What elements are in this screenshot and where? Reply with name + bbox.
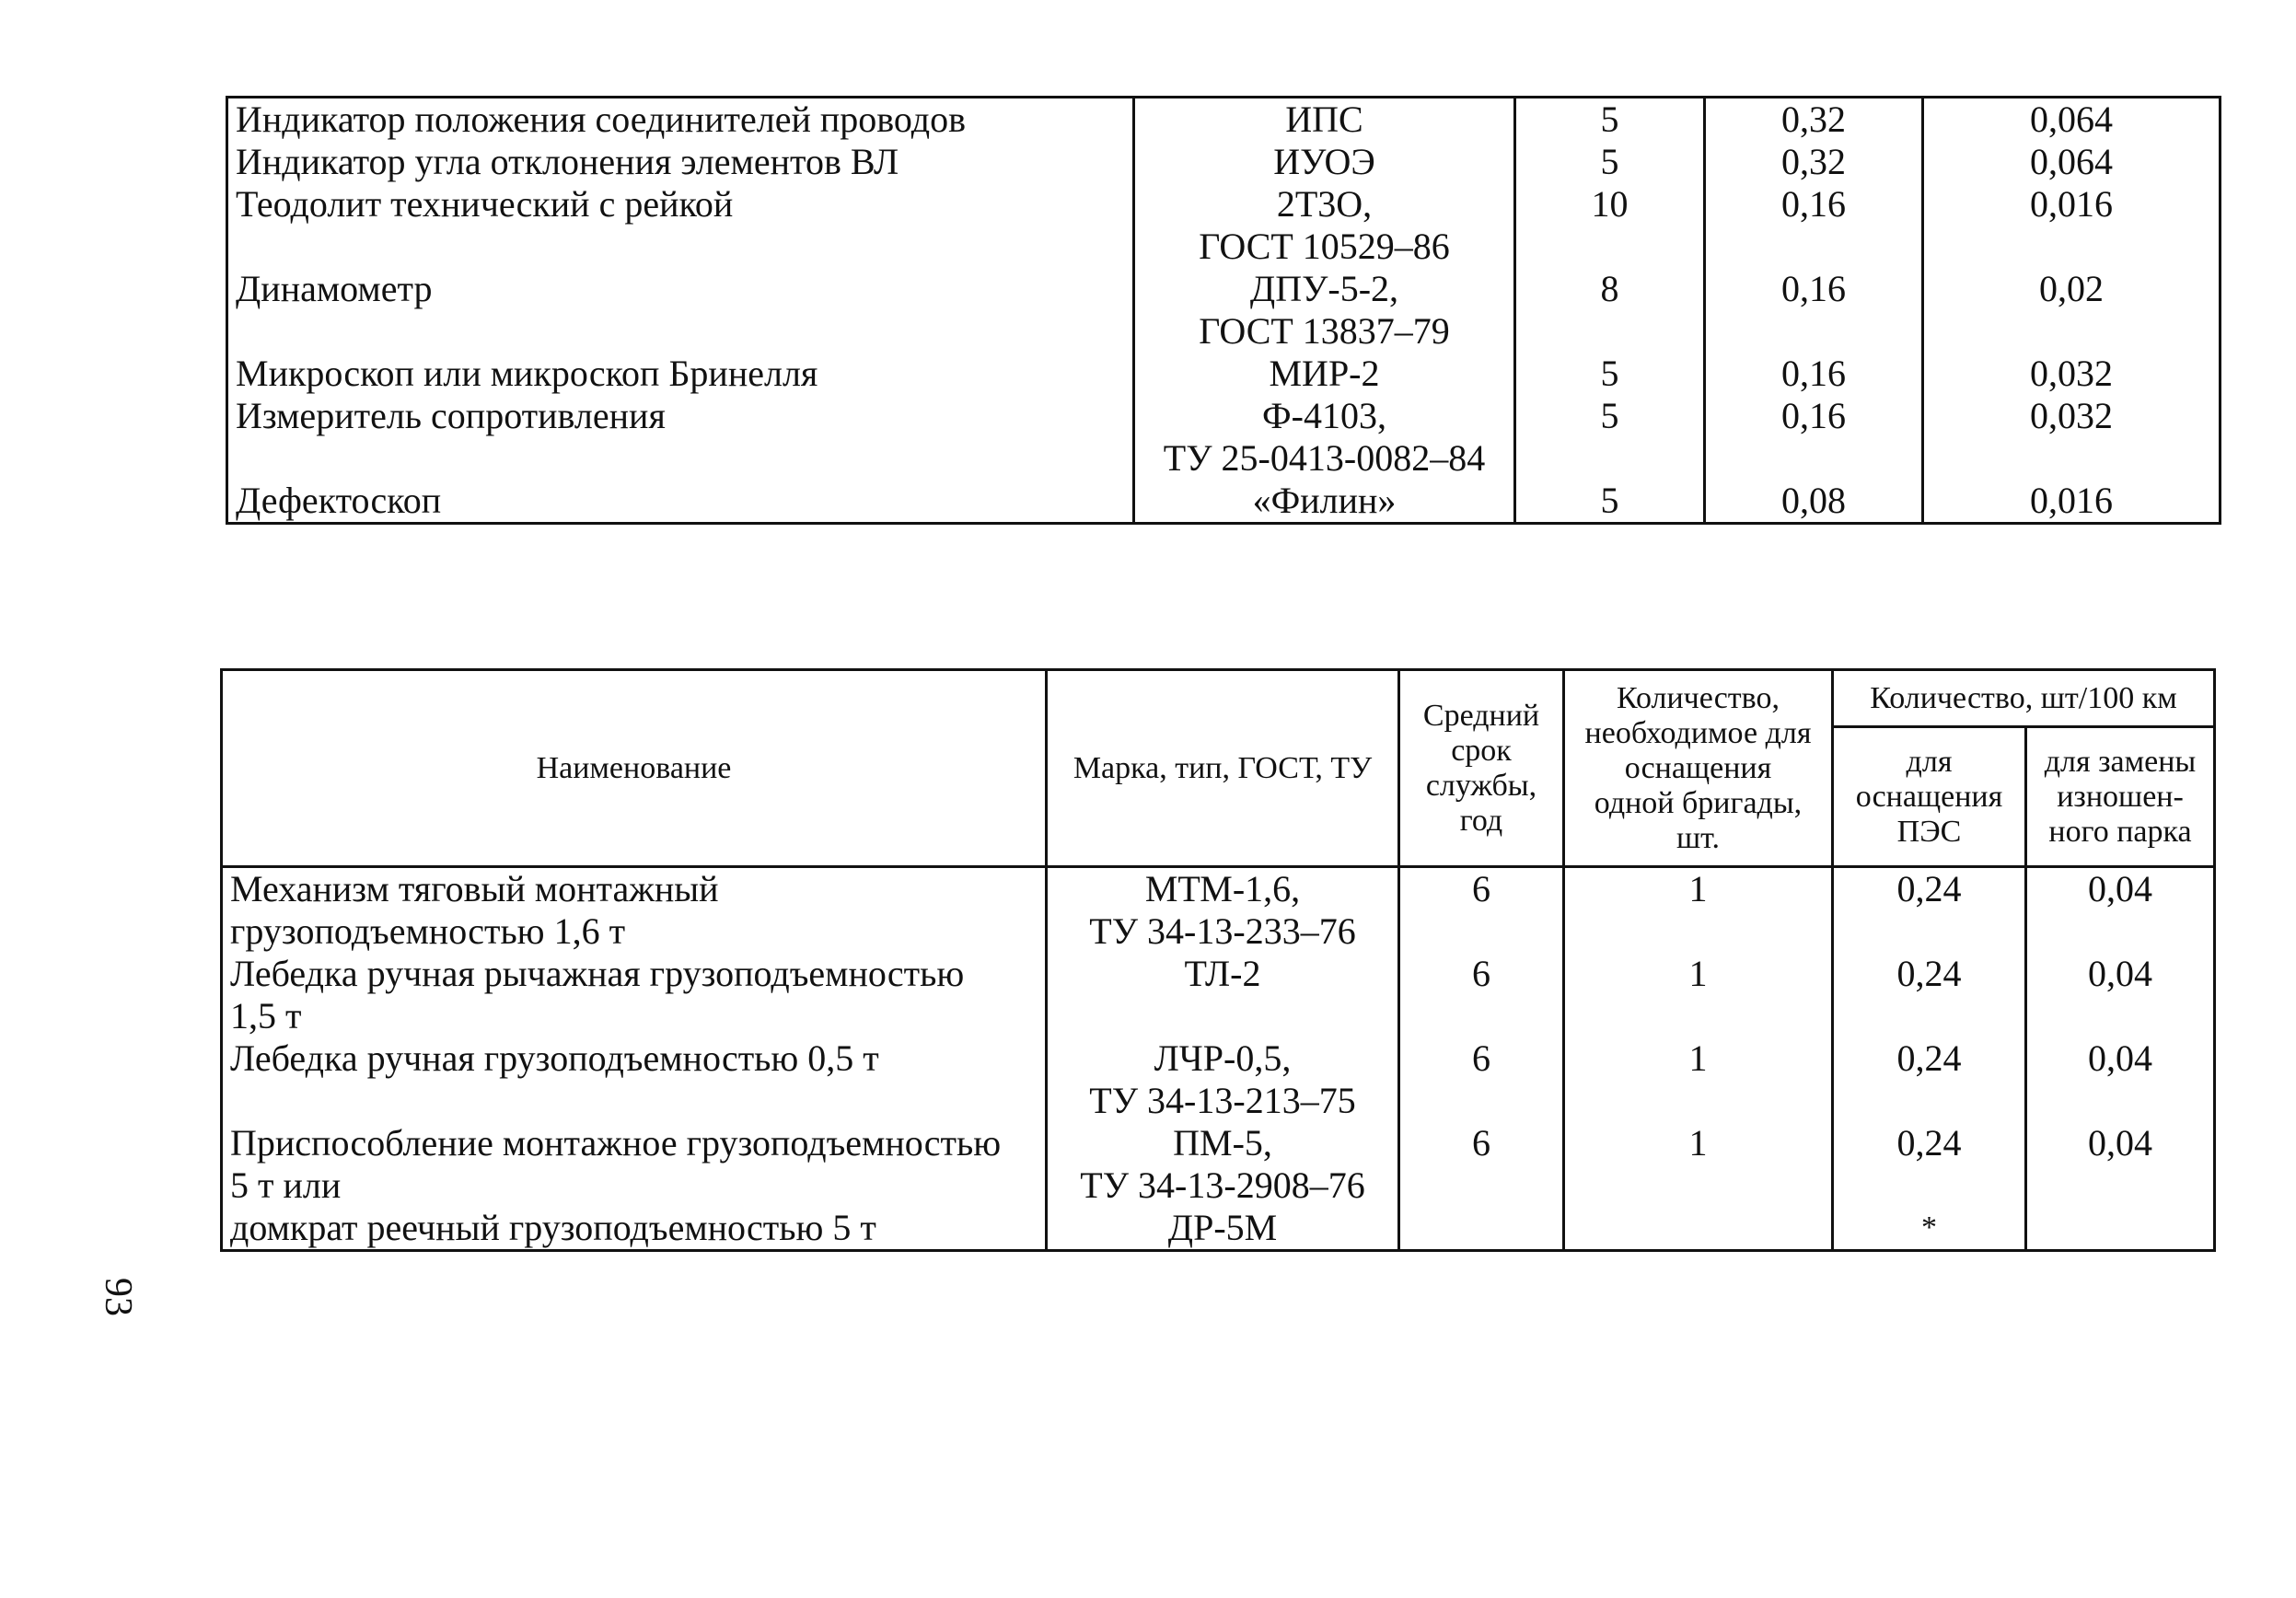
header-qty-replace: для замены изношен- ного парка	[2026, 727, 2215, 867]
item-qty-pes: 0,24	[1833, 953, 2026, 1037]
item-mark: ПМ-5, ТУ 34-13-2908–76	[1047, 1122, 1399, 1207]
header-name: Наименование	[222, 670, 1047, 867]
table-row	[222, 953, 2215, 1037]
item-qty-pes: 0,16	[1705, 183, 1923, 268]
item-service-life	[1399, 1207, 1564, 1251]
item-qty-replace: 0,064	[1923, 98, 2221, 142]
item-qty-replace: 0,016	[1923, 183, 2221, 268]
item-service-life: 6	[1399, 1037, 1564, 1122]
header-qty-pes: для оснащения ПЭС	[1833, 727, 2026, 867]
item-name: Приспособление монтажное грузоподъемностью 5 т или	[222, 1122, 1047, 1207]
item-mark: «Филин»	[1134, 480, 1515, 524]
item-mark: Ф-4103, ТУ 25-0413-0082–84	[1134, 395, 1515, 480]
item-name: Динамометр	[227, 268, 1134, 353]
item-qty-pes: 0,08	[1705, 480, 1923, 524]
item-name: Дефектоскоп	[227, 480, 1134, 524]
header-brigade-qty: Количество, необходимое для оснащения одной бригады, шт.	[1564, 670, 1833, 867]
header-qty-per-100km: Количество, шт/100 км	[1833, 670, 2215, 727]
item-name: домкрат реечный грузоподъемностью 5 т	[222, 1207, 1047, 1251]
item-qty-pes: 0,24	[1833, 1037, 2026, 1122]
table-row	[227, 268, 2221, 353]
header-row	[222, 670, 2215, 727]
table-row	[227, 480, 2221, 524]
table-row	[222, 1207, 2215, 1251]
item-service-life: 5	[1515, 395, 1705, 480]
item-service-life: 5	[1515, 141, 1705, 183]
item-name: Измеритель сопротивления	[227, 395, 1134, 480]
item-name: Индикатор положения соединителей проводов	[227, 98, 1134, 142]
item-mark: ЛЧР-0,5, ТУ 34-13-213–75	[1047, 1037, 1399, 1122]
table-row	[222, 1122, 2215, 1207]
item-qty-replace: 0,016	[1923, 480, 2221, 524]
item-service-life: 6	[1399, 1122, 1564, 1207]
item-service-life: 5	[1515, 353, 1705, 395]
item-qty-pes: 0,32	[1705, 141, 1923, 183]
item-brigade-qty: 1	[1564, 1037, 1833, 1122]
item-qty-pes	[1833, 1207, 2026, 1251]
item-name: Теодолит технический с рейкой	[227, 183, 1134, 268]
table-row	[227, 98, 2221, 142]
item-mark: ТЛ-2	[1047, 953, 1399, 1037]
table-row	[222, 1037, 2215, 1122]
item-name: Механизм тяговый монтажный грузоподъемностью 1,6 т	[222, 867, 1047, 954]
item-mark: ИПС	[1134, 98, 1515, 142]
item-name: Индикатор угла отклонения элементов ВЛ	[227, 141, 1134, 183]
item-qty-replace: 0,032	[1923, 353, 2221, 395]
item-brigade-qty: 1	[1564, 867, 1833, 954]
item-qty-replace: 0,04	[2026, 1122, 2215, 1207]
item-qty-pes: 0,16	[1705, 395, 1923, 480]
table-row	[227, 141, 2221, 183]
table-row	[222, 867, 2215, 954]
table-row	[227, 183, 2221, 268]
table-row	[227, 395, 2221, 480]
item-mark: 2Т3О, ГОСТ 10529–86	[1134, 183, 1515, 268]
item-qty-pes: 0,24	[1833, 1122, 2026, 1207]
item-service-life: 5	[1515, 98, 1705, 142]
lifting-equipment-table	[220, 668, 2216, 1252]
table-row	[227, 353, 2221, 395]
item-name: Лебедка ручная грузоподъемностью 0,5 т	[222, 1037, 1047, 1122]
item-mark: ДР-5М	[1047, 1207, 1399, 1251]
item-service-life: 5	[1515, 480, 1705, 524]
item-qty-replace: 0,064	[1923, 141, 2221, 183]
item-name: Микроскоп или микроскоп Бринелля	[227, 353, 1134, 395]
item-qty-replace: 0,04	[2026, 1037, 2215, 1122]
item-service-life: 8	[1515, 268, 1705, 353]
item-qty-pes: 0,24	[1833, 867, 2026, 954]
item-mark: ИУОЭ	[1134, 141, 1515, 183]
item-qty-replace: 0,04	[2026, 953, 2215, 1037]
item-mark: МИР-2	[1134, 353, 1515, 395]
item-qty-replace	[2026, 1207, 2215, 1251]
footnote-asterisk: *	[1921, 1210, 1937, 1245]
item-mark: ДПУ-5-2, ГОСТ 13837–79	[1134, 268, 1515, 353]
item-brigade-qty	[1564, 1207, 1833, 1251]
page-number: 93	[97, 1278, 139, 1316]
item-qty-replace: 0,04	[2026, 867, 2215, 954]
item-qty-replace: 0,032	[1923, 395, 2221, 480]
equipment-table-continued	[226, 96, 2221, 525]
item-service-life: 6	[1399, 953, 1564, 1037]
item-mark: МТМ-1,6, ТУ 34-13-233–76	[1047, 867, 1399, 954]
item-service-life: 10	[1515, 183, 1705, 268]
item-qty-pes: 0,16	[1705, 268, 1923, 353]
item-qty-replace: 0,02	[1923, 268, 2221, 353]
item-qty-pes: 0,32	[1705, 98, 1923, 142]
header-service-life: Средний срок службы, год	[1399, 670, 1564, 867]
header-mark: Марка, тип, ГОСТ, ТУ	[1047, 670, 1399, 867]
item-service-life: 6	[1399, 867, 1564, 954]
item-name: Лебедка ручная рычажная грузоподъемностью 1,5 т	[222, 953, 1047, 1037]
item-brigade-qty: 1	[1564, 953, 1833, 1037]
item-qty-pes: 0,16	[1705, 353, 1923, 395]
item-brigade-qty: 1	[1564, 1122, 1833, 1207]
